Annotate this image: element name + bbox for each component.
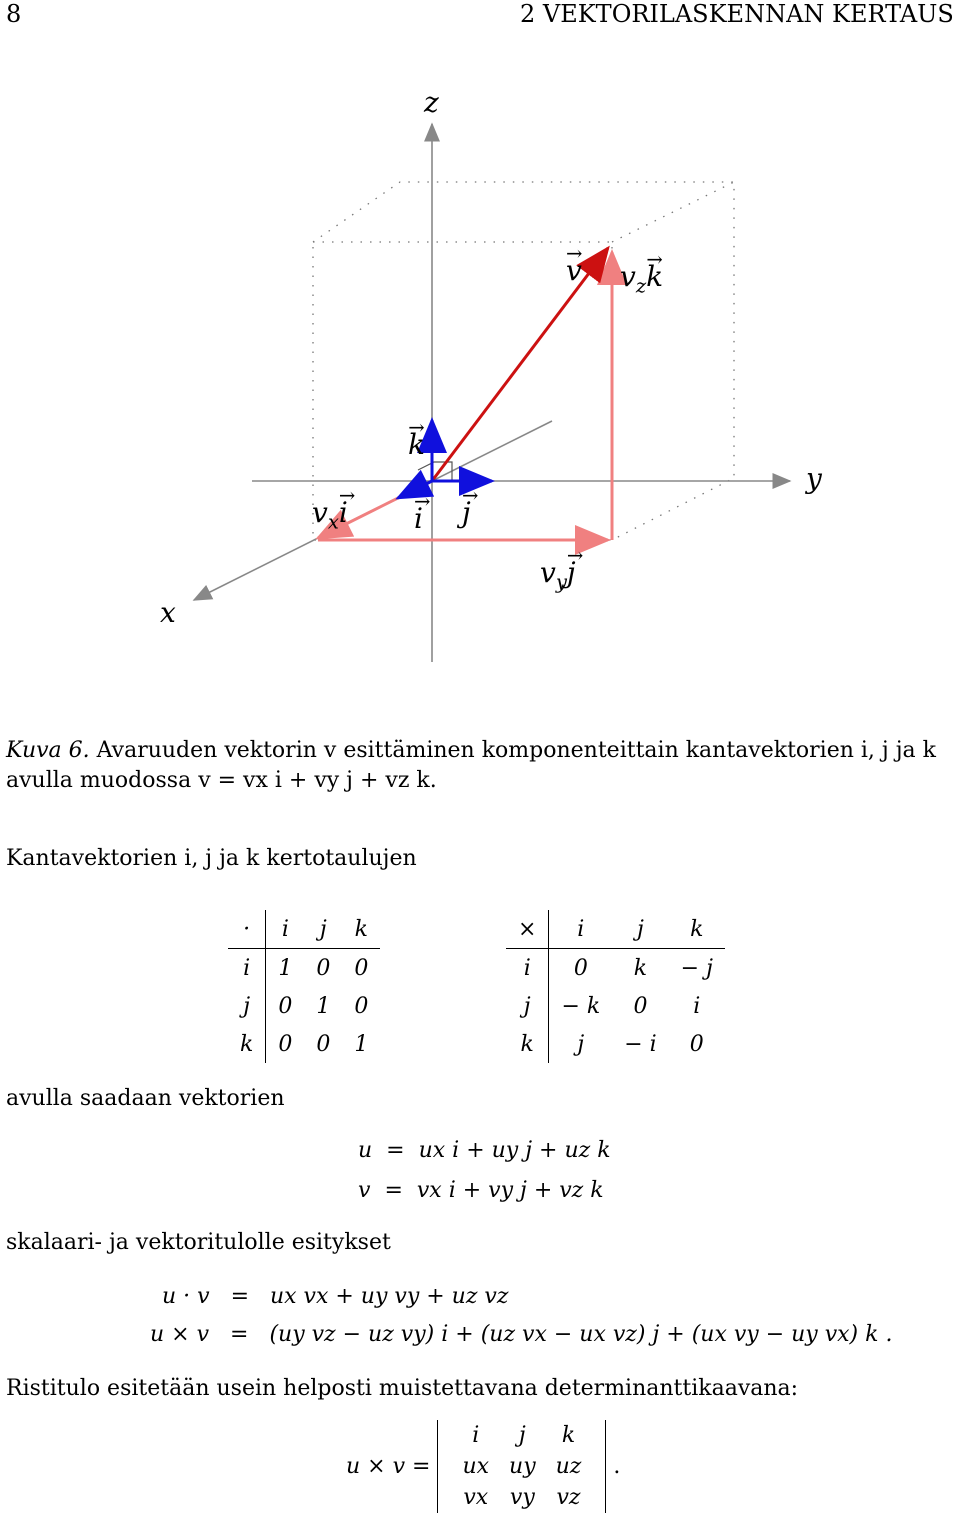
- i-label: → i: [414, 502, 423, 535]
- matrix-cell: j: [518, 1423, 526, 1448]
- vector-figure: [0, 70, 960, 700]
- table-row-header: i: [506, 949, 549, 988]
- axes: [194, 124, 790, 662]
- figure-caption-line1: Kuva 6. Avaruuden vektorin v esittäminen komponenteittain kantavektorien i, j ja k: [6, 738, 936, 763]
- determinant-matrix: [437, 1420, 606, 1513]
- table-col-header: k: [669, 910, 725, 949]
- matrix-cell: vx: [463, 1485, 489, 1510]
- table-row-header: k: [228, 1025, 266, 1063]
- matrix-cell: uz: [555, 1454, 582, 1479]
- table-cell: 1: [278, 955, 293, 981]
- v-label: → v: [566, 254, 582, 287]
- j-label: → j: [462, 496, 471, 529]
- matrix-cell: k: [561, 1423, 576, 1448]
- determinant-formula: u × v = i j k ux uy uz vx vy vz .: [346, 1420, 620, 1513]
- table-cell: j: [577, 1031, 585, 1057]
- table-col-header: i: [549, 910, 612, 949]
- vy-j-label: $v_y\to j$: [540, 556, 576, 594]
- figure-caption-line2: avulla muodossa v = vx i + vy j + vz k.: [6, 768, 437, 793]
- table-cell: 0: [573, 955, 588, 981]
- matrix-cell: vy: [509, 1485, 535, 1510]
- vz-k-label: $v_z\to k$: [620, 260, 663, 298]
- equation-dot-product: u · v = ux vx + uy vy + uz vz: [162, 1284, 509, 1309]
- matrix-cell: ux: [462, 1454, 490, 1479]
- table-cell: − k: [561, 993, 601, 1019]
- paragraph-vectors: avulla saadaan vektorien: [6, 1086, 285, 1111]
- table-col-header: j: [304, 910, 342, 949]
- table-row-header: i: [228, 949, 266, 988]
- table-cell: 0: [316, 955, 331, 981]
- equation-cross-product: u × v = (uy vz − uz vy) i + (uz vx − ux vz) j + (ux vy − uy vx) k .: [150, 1322, 893, 1347]
- paragraph-products: skalaari- ja vektoritulolle esitykset: [6, 1230, 391, 1255]
- table-cell: − i: [624, 1031, 657, 1057]
- equation-v: v = vx i + vy j + vz k: [358, 1178, 604, 1203]
- table-cell: 0: [316, 1031, 331, 1057]
- table-row-header: k: [506, 1025, 549, 1063]
- matrix-cell: vz: [556, 1485, 581, 1510]
- matrix-cell: i: [472, 1423, 480, 1448]
- vx-i-label: $v_x\to i$: [312, 496, 348, 534]
- table-cell: 0: [633, 993, 648, 1019]
- z-axis-label: z: [424, 86, 439, 119]
- table-col-header: i: [266, 910, 305, 949]
- table-cell: 1: [354, 1031, 369, 1057]
- dot-product-table: [228, 910, 380, 1063]
- page-number: 8: [6, 0, 22, 28]
- table-cell: 0: [354, 993, 369, 1019]
- table-cell: 0: [689, 1031, 704, 1057]
- table-op: ·: [228, 910, 266, 949]
- table-cell: 0: [354, 955, 369, 981]
- table-op: ×: [506, 910, 549, 949]
- table-row-header: j: [506, 987, 549, 1025]
- table-cell: i: [693, 993, 701, 1019]
- paragraph-determinant: Ristitulo esitetään usein helposti muistettavana determinanttikaavana:: [6, 1376, 799, 1401]
- table-row-header: j: [228, 987, 266, 1025]
- matrix-cell: uy: [509, 1454, 536, 1479]
- equation-u: u = ux i + uy j + uz k: [358, 1138, 611, 1163]
- chapter-title: 2 VEKTORILASKENNAN KERTAUS: [520, 0, 954, 28]
- table-cell: − j: [680, 955, 713, 981]
- table-cell: k: [633, 955, 648, 981]
- table-cell: 1: [316, 993, 331, 1019]
- cross-product-table: [506, 910, 725, 1063]
- k-label: → k: [408, 428, 425, 461]
- paragraph-multiplication-tables: Kantavektorien i, j ja k kertotaulujen: [6, 846, 417, 871]
- table-cell: 0: [278, 993, 293, 1019]
- table-col-header: j: [612, 910, 668, 949]
- x-axis-label: x: [160, 596, 176, 629]
- table-col-header: k: [342, 910, 380, 949]
- table-cell: 0: [278, 1031, 293, 1057]
- y-axis-label: y: [806, 462, 822, 495]
